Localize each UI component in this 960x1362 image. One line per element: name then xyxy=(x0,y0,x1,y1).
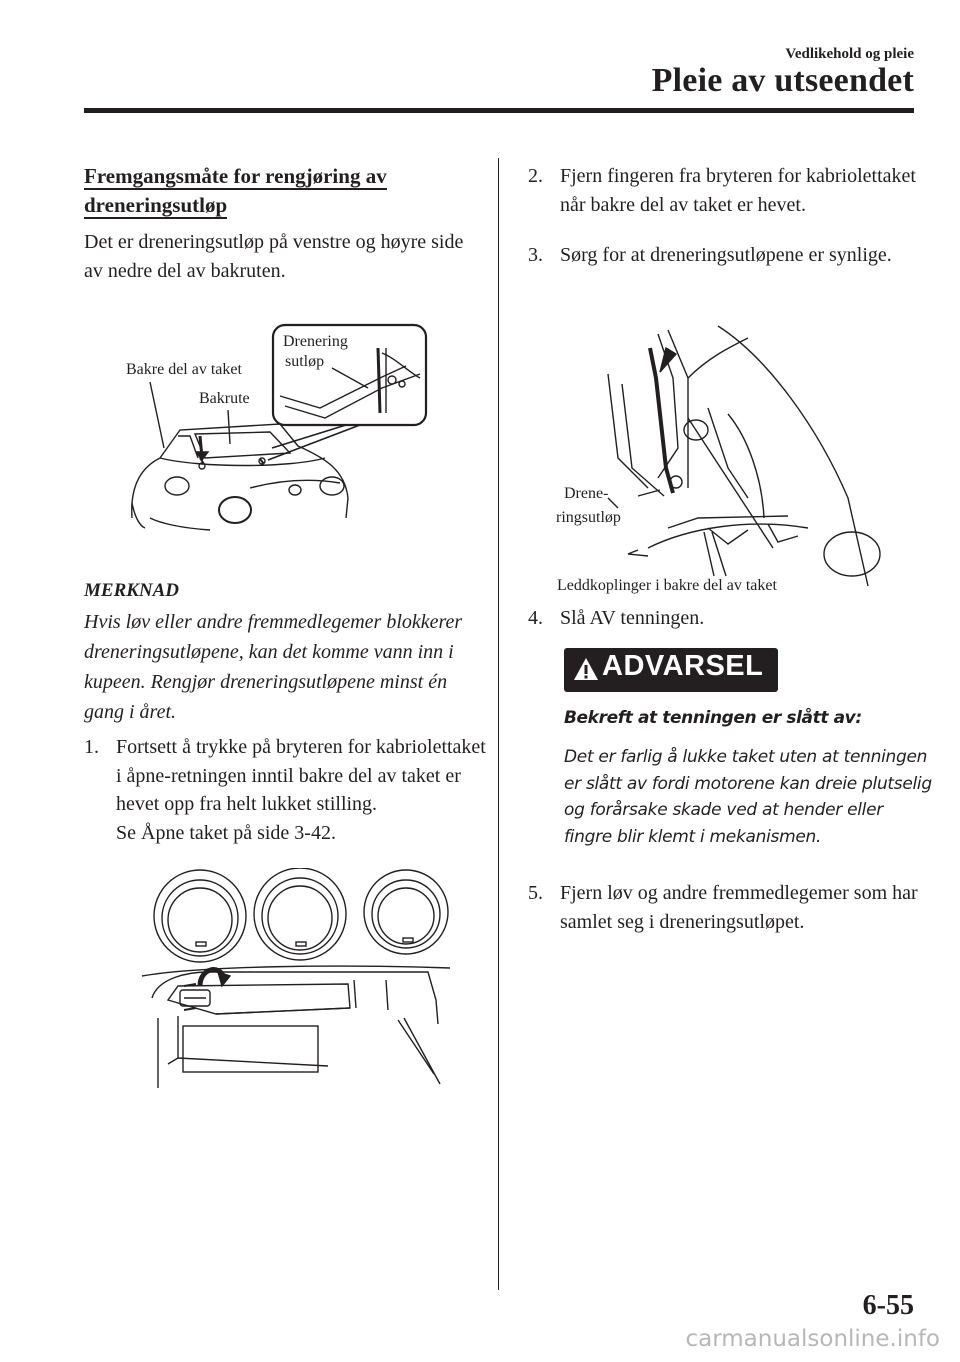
step-4-text: Slå AV tenningen. xyxy=(560,607,705,629)
watermark: carmanualsonline.info xyxy=(685,1326,940,1352)
note-title: MERKNAD xyxy=(84,580,180,601)
label-rear-roof-hinges: Leddkoplinger i bakre del av taket xyxy=(557,577,777,594)
label-rear-roof: Bakre del av taket xyxy=(126,361,242,378)
header-rule xyxy=(84,108,914,113)
step-4-number: 4. xyxy=(528,607,543,629)
step-3 xyxy=(528,241,928,270)
note-text: Hvis løv eller andre fremmedlegemer blokkerer dreneringsutløpene, kan det komme vann inn i kupeen. Rengjør dreneringsutløpene minst én gang i året. xyxy=(84,611,463,723)
intro-paragraph: Det er dreneringsutløp på venstre og høyre side av nedre del av bakruten. xyxy=(84,231,464,282)
step-4 xyxy=(528,604,928,633)
page-title: Pleie av utseendet xyxy=(651,62,914,99)
roof-hinge-illustration xyxy=(548,318,898,594)
step-1 xyxy=(84,733,494,847)
heading-line-1: Fremgangsmåte for rengjøring av xyxy=(84,164,387,188)
label-drain-outlet-2: ringsutløp xyxy=(556,509,621,526)
step-2 xyxy=(528,162,928,219)
label-drain-outlet-1: Drene- xyxy=(564,485,609,502)
step-1-number: 1. xyxy=(84,736,99,758)
section-name: Vedlikehold og pleie xyxy=(785,46,914,62)
step-1-text: Fortsett å trykke på bryteren for kabriolettaket i åpne-retningen inntil bakre del av taket er hevet opp fra helt lukket stilling. xyxy=(116,736,486,815)
warning-title: Bekreft at tenningen er slått av: xyxy=(564,708,862,728)
label-drain-1: Drenering xyxy=(283,333,348,350)
rear-drain-illustration xyxy=(120,318,440,540)
section-heading xyxy=(84,162,414,220)
step-1-reference: Se Åpne taket på side 3-42. xyxy=(116,821,336,844)
page-number: 6-55 xyxy=(862,1290,914,1321)
step-5 xyxy=(528,879,928,936)
warning-label: ADVARSEL xyxy=(602,650,764,682)
step-5-text: Fjern løv og andre fremmedlegemer som har samlet seg i dreneringsutløpet. xyxy=(560,882,918,933)
step-2-text: Fjern fingeren fra bryteren for kabriolettaket når bakre del av taket er hevet. xyxy=(560,165,916,216)
heading-line-2: dreneringsutløp xyxy=(84,193,228,217)
column-divider xyxy=(498,158,499,1290)
warning-badge xyxy=(564,648,778,692)
label-drain-2: sutløp xyxy=(285,353,325,370)
step-2-number: 2. xyxy=(528,165,543,187)
roof-switch-illustration xyxy=(138,868,454,1090)
step-3-number: 3. xyxy=(528,244,543,266)
warning-body: Det er farlig å lukke taket uten at tenningen er slått av fordi motorene kan dreie plutselig og forårsake skade ved at hender eller fingre blir klemt i mekanismen. xyxy=(564,747,932,847)
warning-triangle-icon xyxy=(572,656,600,682)
step-3-text: Sørg for at dreneringsutløpene er synlige. xyxy=(560,244,892,266)
step-5-number: 5. xyxy=(528,882,543,904)
label-rear-window: Bakrute xyxy=(199,390,250,407)
